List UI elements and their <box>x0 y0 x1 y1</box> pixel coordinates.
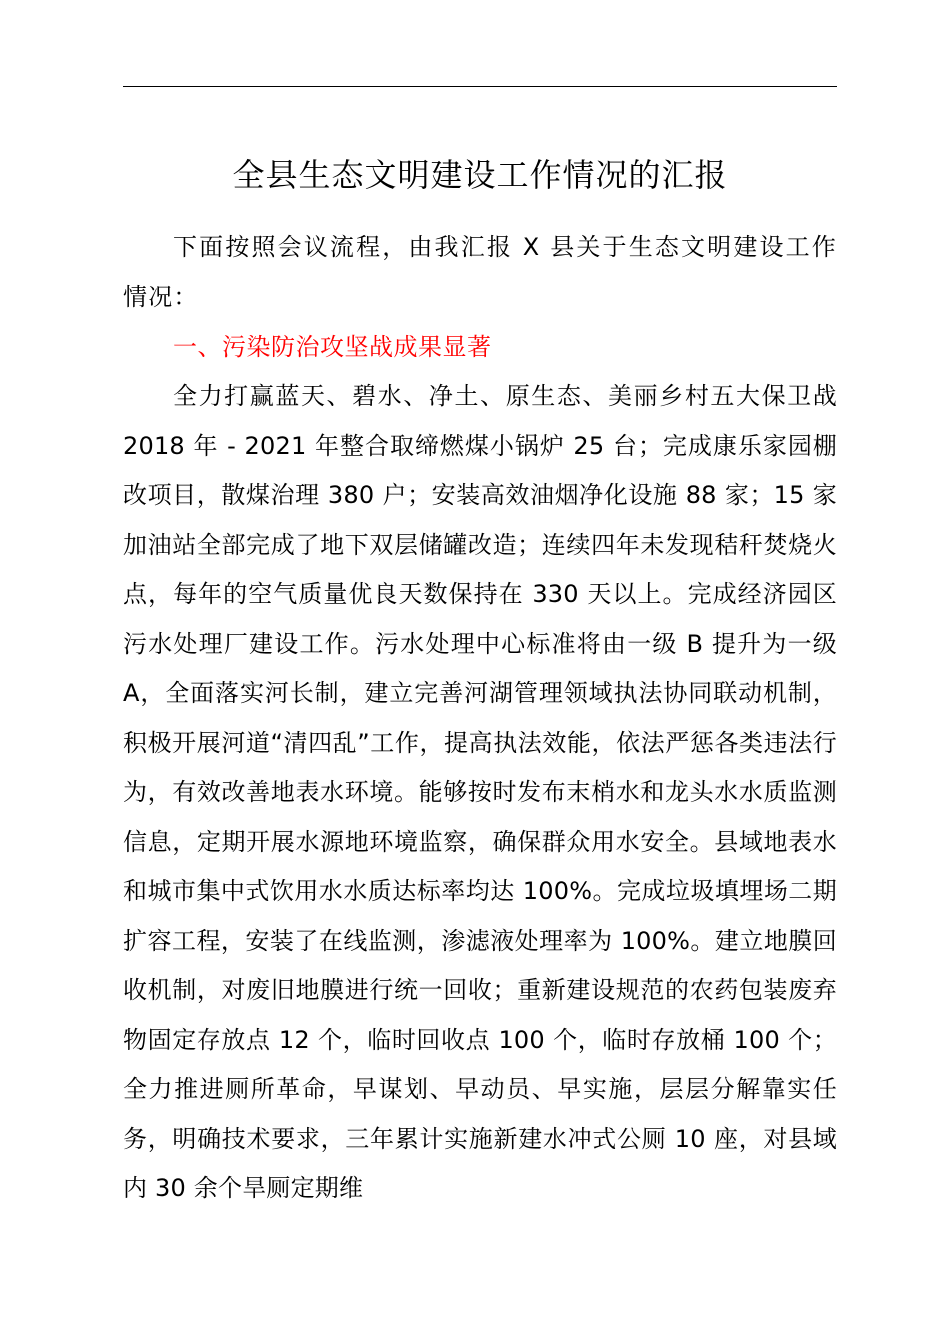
page-title: 全县生态文明建设工作情况的汇报 <box>232 156 728 194</box>
header-rule <box>123 86 837 87</box>
section-heading-1: 一、污染防治攻坚战成果显著 <box>173 333 492 361</box>
section-1-paragraph: 全力打赢蓝天、碧水、净土、原生态、美丽乡村五大保卫战 2018 年 - 2021 年整合取缔燃煤小锅炉 25 台；完成康乐家园棚改项目，散煤治理 380 户；安装高效油烟净化设施 88 家；15 家加油站全部完成了地下双层储罐改造；连续四年未发现秸秆焚烧火点，每年的空气质量优良天数保持在 330 天以上。完成经济园区污水处理厂建设工作。污水处理中心标准将由一级 B 提升为一级 A，全面落实河长制，建立完善河湖管理领域执法协同联动机制，积极开展河道“清四乱”工作，提高执法效能，依法严惩各类违法行为，有效改善地表水环境。能够按时发布末梢水和龙头水水质监测信息，定期开展水源地环境监察，确保群众用水安全。县域地表水和城市集中式饮用水水质达标率均达 100%。完成垃圾填埋场二期扩容工程，安装了在线监测，渗滤液处理率为 100%。建立地膜回收机制，对废旧地膜进行统一回收；重新建设规范的农药包装废弃物固定存放点 12 个，临时回收点 100 个，临时存放桶 100 个；全力推进厕所革命，早谋划、早动员、早实施，层层分解靠实任务，明确技术要求，三年累计实施新建水冲式公厕 10 座，对县域内 30 余个旱厕定期维 <box>123 382 837 1202</box>
intro-paragraph: 下面按照会议流程，由我汇报 X 县关于生态文明建设工作情况： <box>123 233 837 311</box>
